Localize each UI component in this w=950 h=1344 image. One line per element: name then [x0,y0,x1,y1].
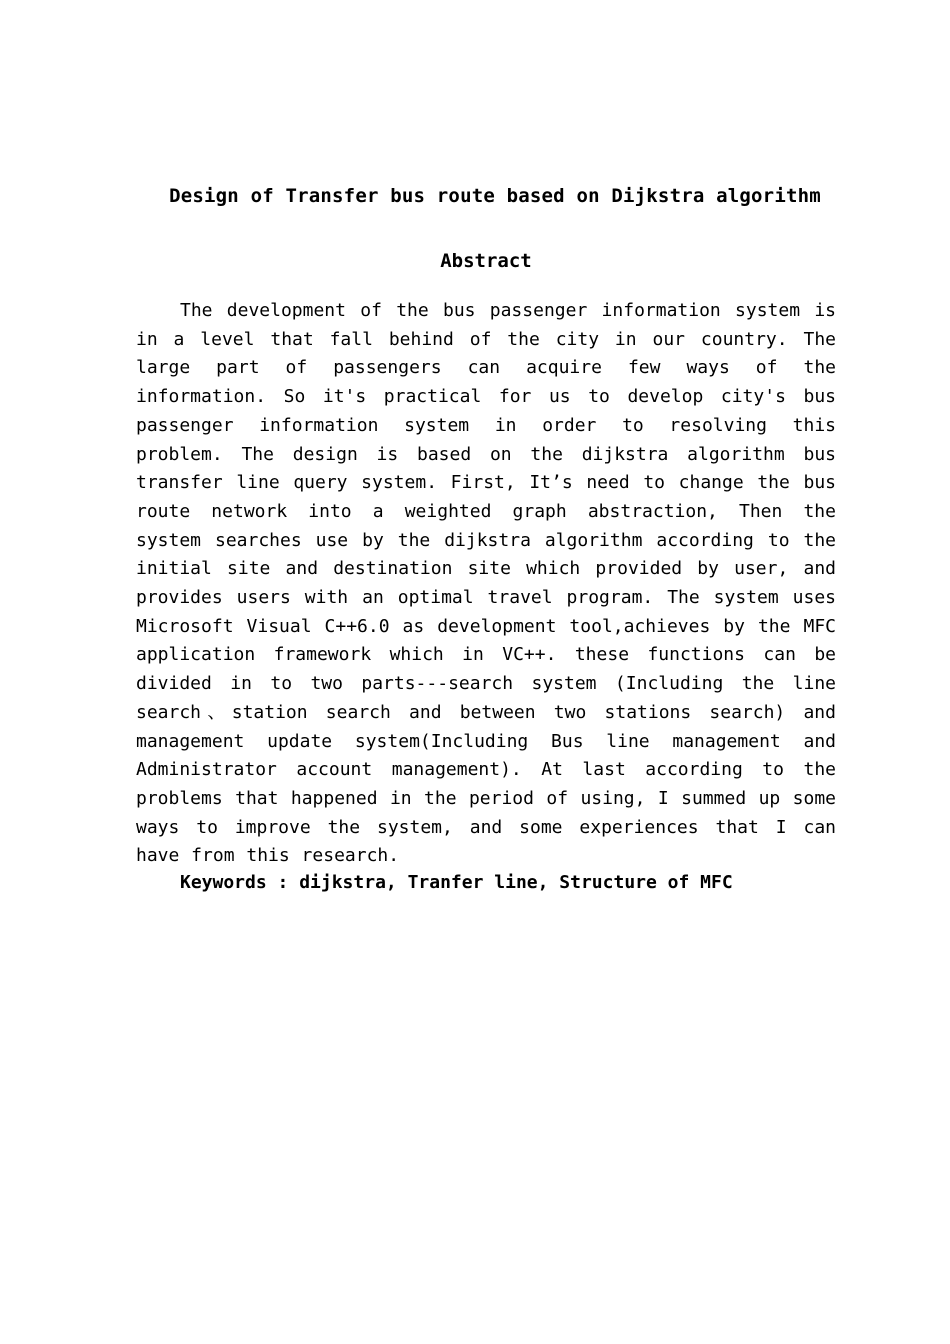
abstract-body: The development of the bus passenger information system is in a level that fall behind of the city in our country. The large part of passengers can acquire few ways of the information. So it's practical for us to develop city's bus passenger information system in order to resolving this problem. The design is based on the dijkstra algorithm bus transfer line query system. First, It’s need to change the bus route network into a weighted graph abstraction, Then the system searches use by the dijkstra algorithm according to the initial site and destination site which provided by user, and provides users with an optimal travel program. The system uses Microsoft Visual C++6.0 as development tool,achieves by the MFC application framework which in VC++. these functions can be divided in to two parts---search system (Including the line search、station search and between two stations search) and management update system(Including Bus line management and Administrator account management). At last according to the problems that happened in the period of using, I summed up some ways to improve the system, and some experiences that I can have from this research. [136,300,836,867]
abstract-heading: Abstract [440,250,532,272]
paper-title: Design of Transfer bus route based on Dijkstra algorithm [169,185,821,207]
keywords-line: Keywords : dijkstra, Tranfer line, Structure of MFC [180,872,733,893]
